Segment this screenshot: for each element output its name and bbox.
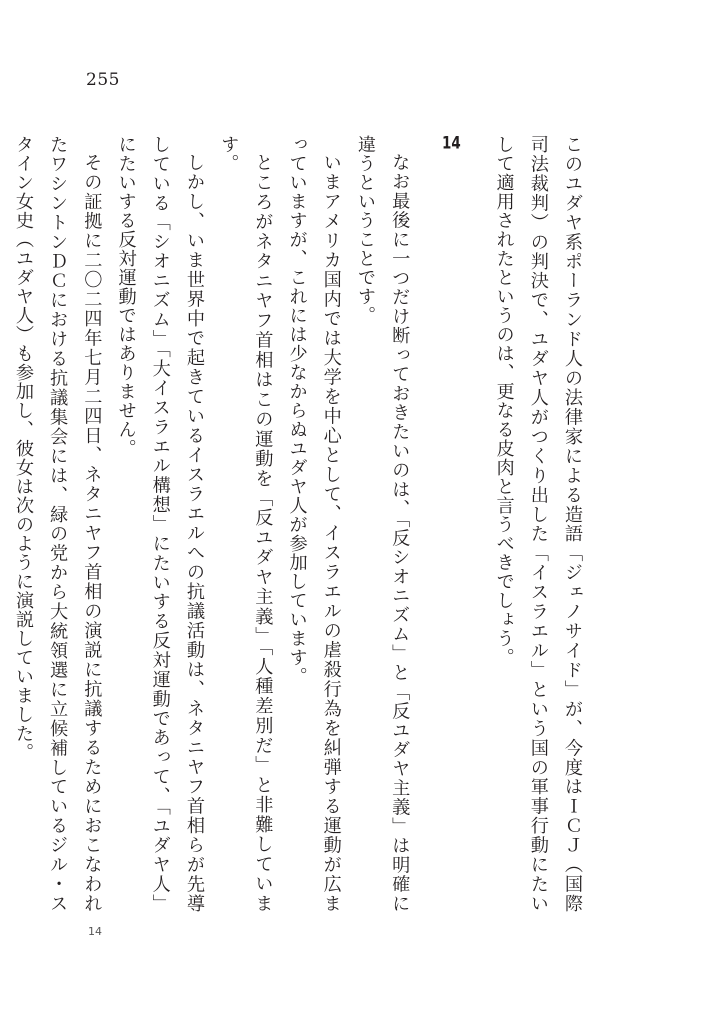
vertical-body-text (12, 135, 589, 913)
paragraph-anti-zionism-distinction: なお最後に一つだけ断っておきたいのは、「反シオニズム」と「反ユダヤ主義」は明確に違うということです。 (354, 135, 411, 913)
paragraph-global-protests: しかし、いま世界中で起きているイスラエルへの抗議活動は、ネタニヤフ首相らが先導している「シオニズム」「大イスラエル構想」にたいする反対運動であって、「ユダヤ人」にたいする反対運動ではありません。 (115, 135, 205, 913)
paragraph-netanyahu-accusation: ところがネタニヤフ首相はこの運動を「反ユダヤ主義」「人種差別だ」と非難しています。 (218, 135, 274, 913)
paragraph-jill-stein-quote (0, 135, 6, 913)
section-number: 14 (442, 135, 461, 152)
paragraph-genocide-irony: このユダヤ系ポーランド人の法律家による造語「ジェノサイド」が、今度はＩＣＪ（国際司法裁判）の判決で、ユダヤ人がつくり出した「イスラエル」という国の軍事行動にたいして適用されたというのは、更なる皮肉と言うべきでしょう。 (493, 135, 583, 913)
page-number: 255 (86, 70, 120, 90)
paragraph-us-campus-movement: いまアメリカ国内では大学を中心として、イスラエルの虐殺行為を糾弾する運動が広まっていますが、これには少なからぬユダヤ人が参加しています。 (286, 135, 342, 913)
paragraph-washington-protest: その証拠に二〇二四年七月二四日、ネタニヤフ首相の演説に抗議するためにおこなわれたワシントンＤＣにおける抗議集会には、緑の党から大統領選に立候補しているジル・スタイン女史（ユダヤ人）も参加し、彼女は次のように演説していました。 (12, 135, 103, 913)
footer-page-number: 14 (88, 925, 102, 938)
